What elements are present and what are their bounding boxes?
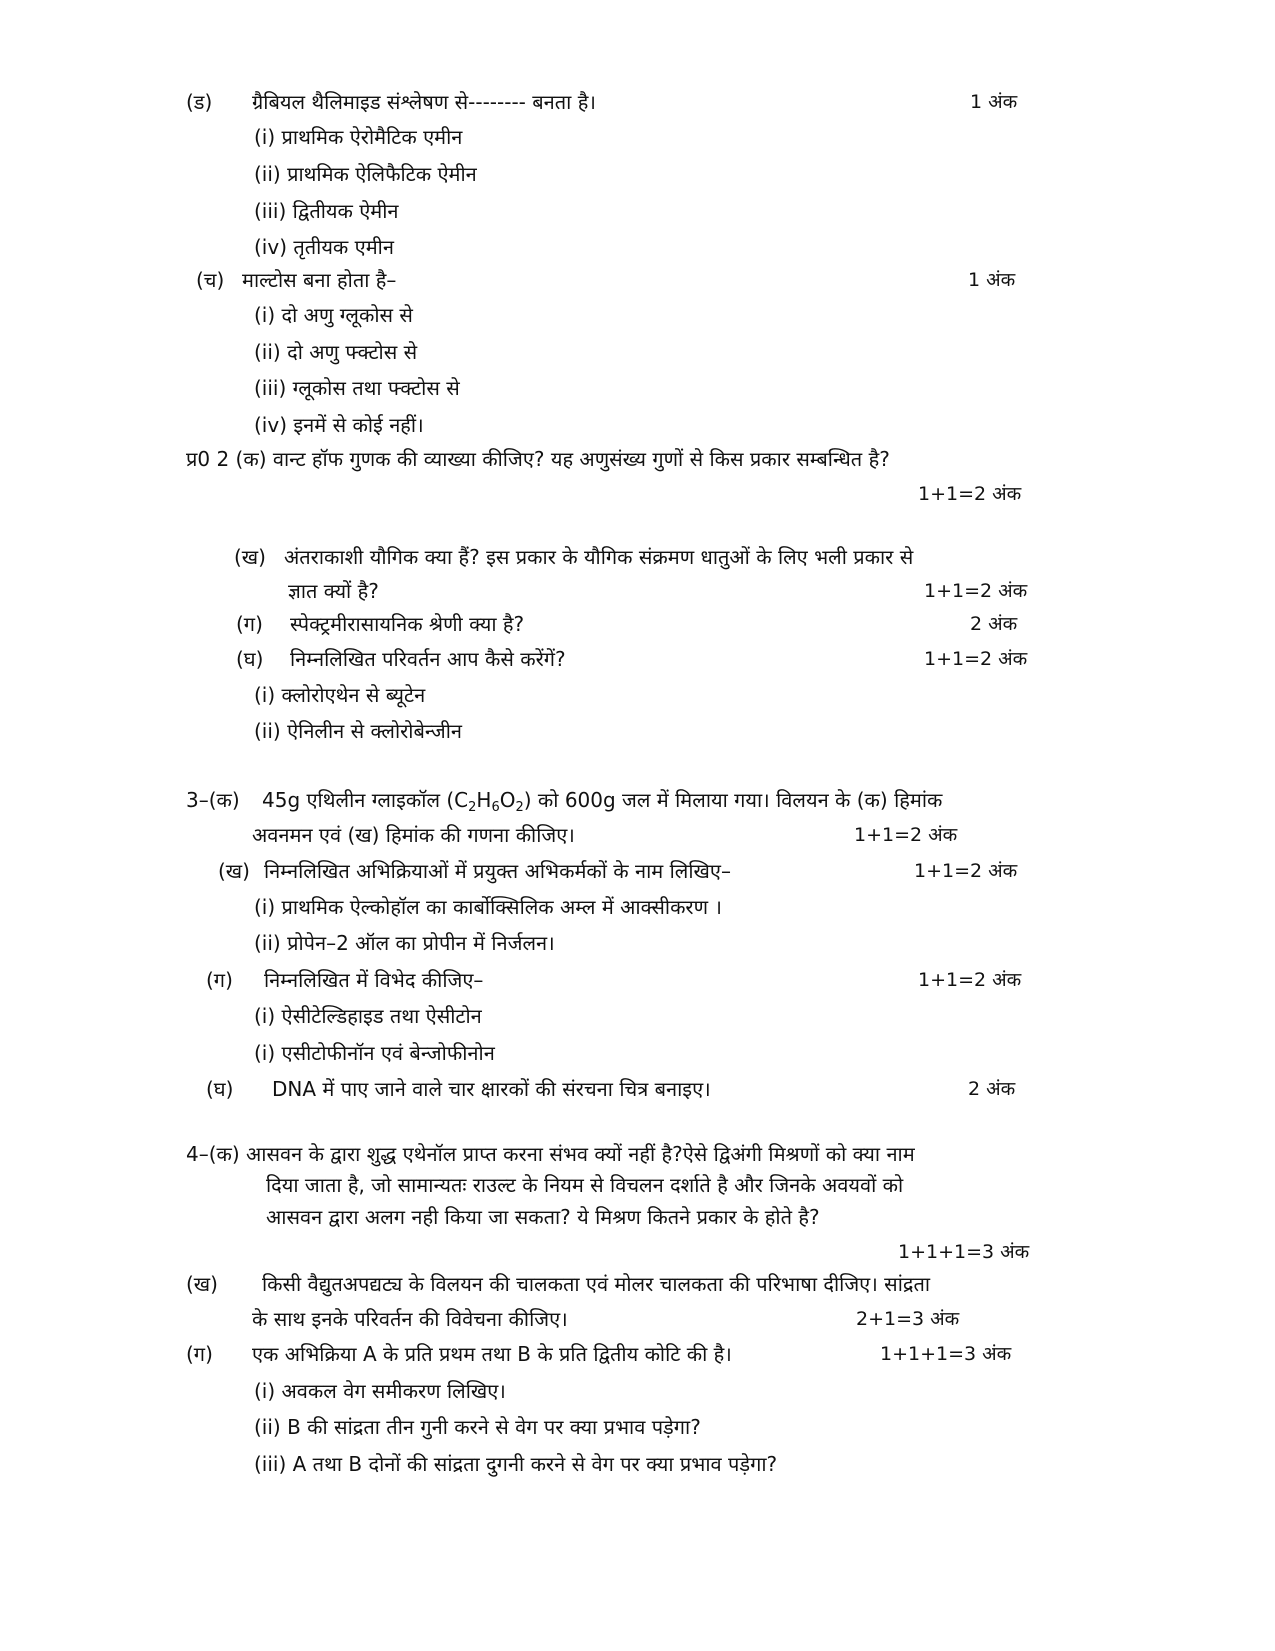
- q1-ch-label: (च): [196, 268, 225, 292]
- q2-gha-label: (घ): [236, 647, 264, 671]
- q4-ga-option: (iii) A तथा B दोनों की सांद्रता दुगनी करने से वेग पर क्या प्रभाव पड़ेगा?: [254, 1452, 778, 1476]
- q2-ga-label: (ग): [236, 612, 263, 636]
- q3-ga-option: (i) ऐसीटेल्डिहाइड तथा ऐसीटोन: [254, 1004, 482, 1028]
- q1-ch-question: माल्टोस बना होता है–: [242, 268, 397, 292]
- q2-ga-marks: 2 अंक: [970, 613, 1018, 635]
- q3-gha-label: (घ): [206, 1077, 234, 1101]
- q3-ka-question-cont: अवनमन एवं (ख) हिमांक की गणना कीजिए।: [252, 823, 575, 847]
- q4-ga-label: (ग): [186, 1342, 213, 1366]
- q3-ga-label: (ग): [206, 968, 233, 992]
- q1-d-option: (iv) तृतीयक एमीन: [254, 235, 394, 259]
- q2-gha-marks: 1+1=2 अंक: [924, 648, 1028, 670]
- q3-ga-option: (i) एसीटोफीनॉन एवं बेन्जोफीनोन: [254, 1041, 495, 1065]
- q4-ka-question-cont: दिया जाता है, जो सामान्यतः राउल्ट के नियम से विचलन दर्शाते है और जिनके अवयवों को: [266, 1173, 904, 1197]
- q4-kha-question-cont: के साथ इनके परिवर्तन की विवेचना कीजिए।: [252, 1307, 568, 1331]
- q3-gha-marks: 2 अंक: [968, 1078, 1016, 1100]
- q2-ka-marks: 1+1=2 अंक: [918, 483, 1022, 505]
- q2-kha-question: अंतराकाशी यौगिक क्या हैं? इस प्रकार के यौगिक संक्रमण धातुओं के लिए भली प्रकार से: [284, 545, 914, 569]
- q4-ga-option: (ii) B की सांद्रता तीन गुनी करने से वेग पर क्या प्रभाव पड़ेगा?: [254, 1415, 701, 1439]
- q1-ch-marks: 1 अंक: [968, 269, 1016, 291]
- q3-ka-marks: 1+1=2 अंक: [854, 824, 958, 846]
- q1-d-label: (ड): [186, 90, 213, 114]
- q2-kha-marks: 1+1=2 अंक: [924, 580, 1028, 602]
- q2-gha-option: (i) क्लोरोएथेन से ब्यूटेन: [254, 683, 426, 707]
- q3-kha-option: (ii) प्रोपेन–2 ऑल का प्रोपीन में निर्जलन।: [254, 931, 555, 955]
- q4-ga-option: (i) अवकल वेग समीकरण लिखिए।: [254, 1379, 506, 1403]
- q4-kha-question: किसी वैद्युतअपद्यट्य के विलयन की चालकता एवं मोलर चालकता की परिभाषा दीजिए। सांद्रता: [262, 1272, 931, 1296]
- q1-ch-option: (iii) ग्लूकोस तथा फ्क्टोस से: [254, 376, 460, 400]
- q2-gha-option: (ii) ऐनिलीन से क्लोरोबेन्जीन: [254, 719, 462, 743]
- q4-ka-question-cont: आसवन द्वारा अलग नही किया जा सकता? ये मिश्रण कितने प्रकार के होते है?: [266, 1205, 820, 1229]
- q1-d-marks: 1 अंक: [970, 91, 1018, 113]
- q3-ga-marks: 1+1=2 अंक: [918, 969, 1022, 991]
- q4-kha-label: (ख): [186, 1272, 218, 1296]
- q2-ga-question: स्पेक्ट्रमीरासायनिक श्रेणी क्या है?: [290, 612, 525, 636]
- q1-ch-option: (i) दो अणु ग्लूकोस से: [254, 303, 413, 327]
- q3-ka-label: 3–(क): [186, 788, 240, 812]
- q1-d-question: ग्रैबियल थैलिमाइड संश्लेषण से-------- बनता है।: [252, 90, 596, 114]
- q1-d-option: (ii) प्राथमिक ऐलिफैटिक ऐमीन: [254, 162, 477, 186]
- q3-ga-question: निम्नलिखित में विभेद कीजिए–: [264, 968, 484, 992]
- q1-d-option: (iii) द्वितीयक ऐमीन: [254, 199, 399, 223]
- q3-kha-option: (i) प्राथमिक ऐल्कोहॉल का कार्बोक्सिलिक अम्ल में आक्सीकरण ।: [254, 895, 723, 919]
- q2-gha-question: निम्नलिखित परिवर्तन आप कैसे करेंगें?: [290, 647, 566, 671]
- q4-ga-question: एक अभिक्रिया A के प्रति प्रथम तथा B के प्रति द्वितीय कोटि की है।: [252, 1342, 732, 1366]
- q4-ka-marks: 1+1+1=3 अंक: [898, 1241, 1030, 1263]
- q2-ka-question: प्र0 2 (क) वान्ट हॉफ गुणक की व्याख्या कीजिए? यह अणुसंख्य गुणों से किस प्रकार सम्बन्धित है?: [186, 447, 890, 471]
- q4-ka-question: 4–(क) आसवन के द्वारा शुद्ध एथेनॉल प्राप्त करना संभव क्यों नहीं है?ऐसे द्विअंगी मिश्रणों को क्या नाम: [186, 1142, 915, 1166]
- q3-kha-label: (ख): [218, 859, 250, 883]
- q4-kha-marks: 2+1=3 अंक: [856, 1308, 960, 1330]
- q3-gha-question: DNA में पाए जाने वाले चार क्षारकों की संरचना चित्र बनाइए।: [272, 1077, 711, 1101]
- q4-ga-marks: 1+1+1=3 अंक: [880, 1343, 1012, 1365]
- q1-ch-option: (iv) इनमें से कोई नहीं।: [254, 413, 424, 437]
- q2-kha-question-cont: ज्ञात क्यों है?: [288, 579, 379, 603]
- q1-d-option: (i) प्राथमिक ऐरोमैटिक एमीन: [254, 125, 463, 149]
- q3-kha-question: निम्नलिखित अभिक्रियाओं में प्रयुक्त अभिकर्मकों के नाम लिखिए–: [264, 859, 731, 883]
- q1-ch-option: (ii) दो अणु फ्क्टोस से: [254, 340, 418, 364]
- q3-ka-question: 45g एथिलीन ग्लाइकॉल $(C_2H_6O_2)$ को 600g जल में मिलाया गया। विलयन के (क) हिमांक: [262, 788, 943, 815]
- q3-kha-marks: 1+1=2 अंक: [914, 860, 1018, 882]
- q2-kha-label: (ख): [234, 545, 266, 569]
